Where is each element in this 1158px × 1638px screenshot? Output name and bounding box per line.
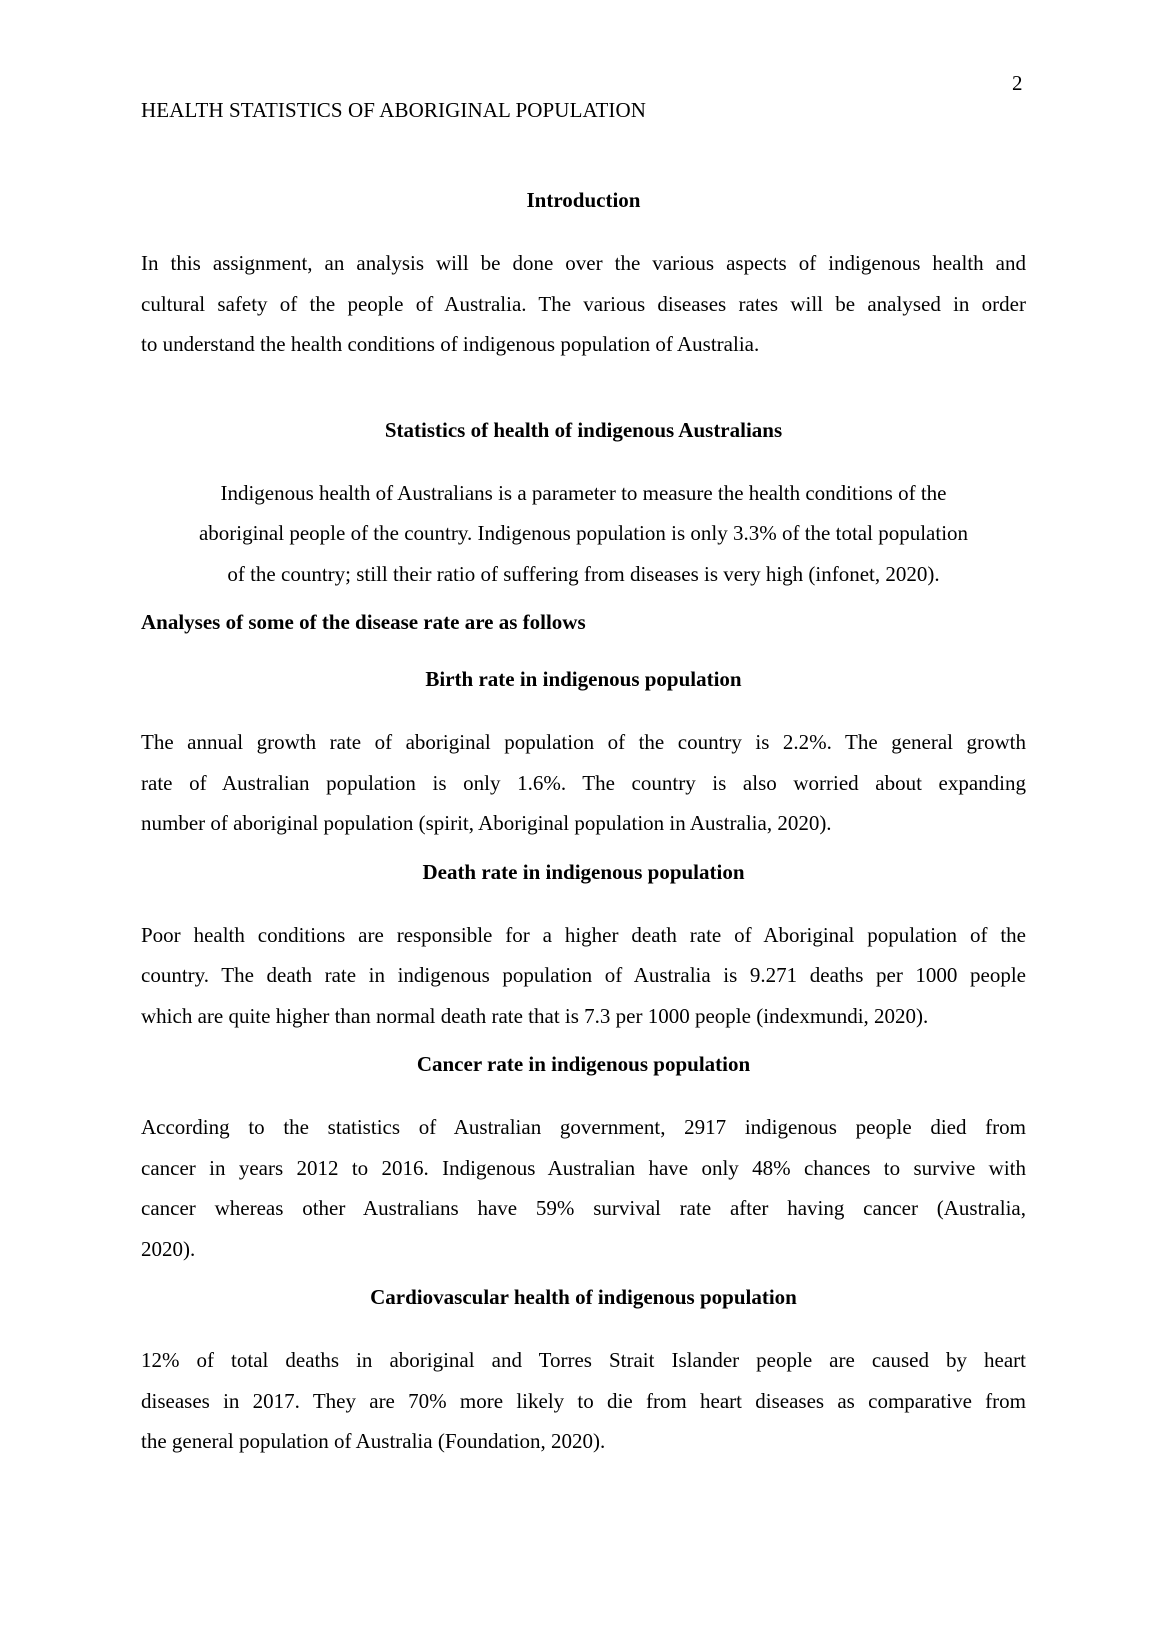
cardiovascular-line: diseases in 2017. They are 70% more likely to die from heart diseases as comparative from xyxy=(141,1388,1026,1413)
cardiovascular-line: the general population of Australia (Foundation, 2020). xyxy=(141,1429,606,1453)
introduction-heading: Introduction xyxy=(526,188,641,212)
birth-rate-line: rate of Australian population is only 1.6%. The country is also worried about expanding xyxy=(141,770,1026,795)
page-number: 2 xyxy=(1012,71,1023,95)
death-rate-line: which are quite higher than normal death rate that is 7.3 per 1000 people (indexmundi, 2020). xyxy=(141,1003,929,1028)
death-rate-paragraph xyxy=(141,915,1026,1037)
cardiovascular-paragraph xyxy=(141,1340,1026,1462)
introduction-line: cultural safety of the people of Australia. The various diseases rates will be analysed in order xyxy=(141,291,1026,316)
death-rate-heading: Death rate in indigenous population xyxy=(422,859,745,884)
cancer-rate-line: According to the statistics of Australian government, 2917 indigenous people died from xyxy=(141,1115,1026,1139)
analyses-heading: Analyses of some of the disease rate are as follows xyxy=(141,610,586,634)
statistics-line: Indigenous health of Australians is a parameter to measure the health conditions of the xyxy=(220,480,947,505)
birth-rate-heading: Birth rate in indigenous population xyxy=(425,667,742,691)
cancer-rate-heading: Cancer rate in indigenous population xyxy=(416,1052,751,1076)
birth-rate-line: number of aboriginal population (spirit, Aboriginal population in Australia, 2020). xyxy=(141,811,832,835)
cardiovascular-line: 12% of total deaths in aboriginal and Torres Strait Islander people are caused by heart xyxy=(141,1348,1026,1372)
introduction-paragraph xyxy=(141,243,1026,365)
cardiovascular-heading: Cardiovascular health of indigenous population xyxy=(370,1285,797,1309)
death-rate-line: country. The death rate in indigenous population of Australia is 9.271 deaths per 1000 people xyxy=(141,963,1026,987)
cancer-rate-line: 2020). xyxy=(141,1236,196,1261)
cancer-rate-line: cancer whereas other Australians have 59% survival rate after having cancer (Australia, xyxy=(141,1196,1026,1220)
running-head: HEALTH STATISTICS OF ABORIGINAL POPULATION xyxy=(141,98,646,122)
birth-rate-paragraph xyxy=(141,722,1026,844)
cancer-rate-paragraph xyxy=(141,1107,1026,1269)
statistics-line: of the country; still their ratio of suffering from diseases is very high (infonet, 2020). xyxy=(227,561,940,586)
introduction-line: to understand the health conditions of indigenous population of Australia. xyxy=(141,332,760,356)
statistics-heading: Statistics of health of indigenous Australians xyxy=(384,417,783,442)
introduction-line: In this assignment, an analysis will be done over the various aspects of indigenous health and xyxy=(141,251,1026,275)
birth-rate-line: The annual growth rate of aboriginal population of the country is 2.2%. The general growth xyxy=(141,730,1026,754)
cancer-rate-line: cancer in years 2012 to 2016. Indigenous Australian have only 48% chances to survive with xyxy=(141,1155,1026,1180)
statistics-paragraph xyxy=(141,473,1026,595)
statistics-line: aboriginal people of the country. Indigenous population is only 3.3% of the total population xyxy=(198,521,969,545)
document-body xyxy=(141,187,1026,1462)
death-rate-line: Poor health conditions are responsible for a higher death rate of Aboriginal population of the xyxy=(141,922,1026,947)
